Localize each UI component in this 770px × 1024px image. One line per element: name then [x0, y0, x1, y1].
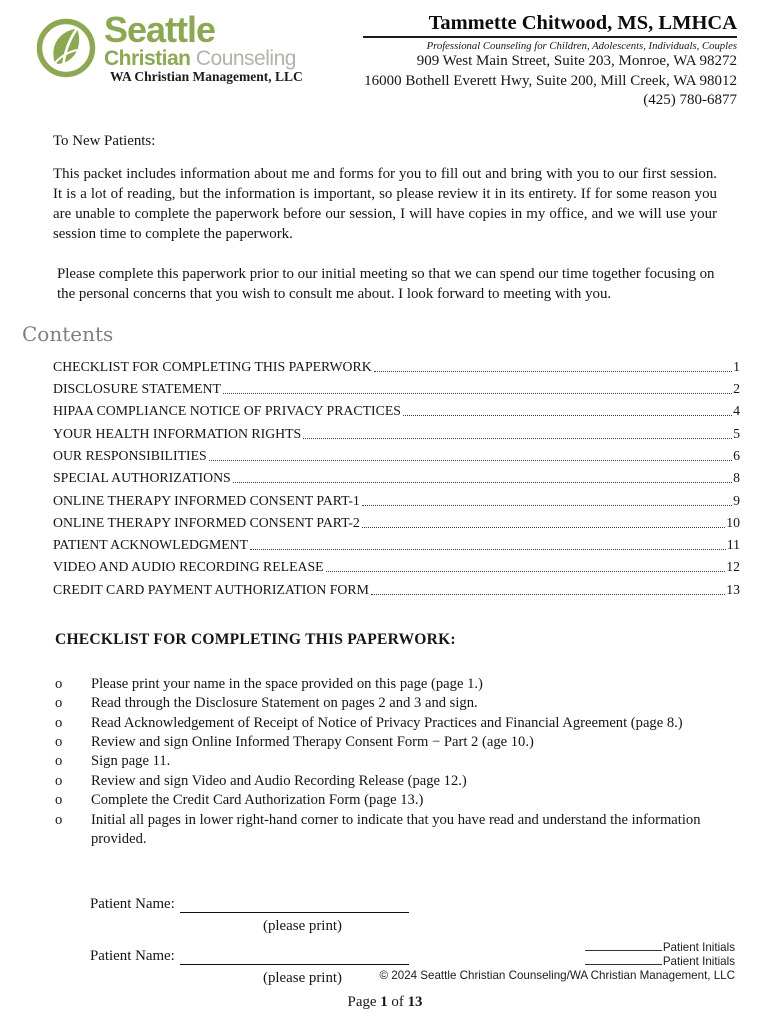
patient-name-block-1: [90, 896, 770, 935]
header: [0, 0, 770, 111]
logo-brand-line2: [104, 48, 303, 69]
checklist-item: [55, 772, 710, 791]
toc-entry-label: OUR RESPONSIBILITIES: [53, 447, 207, 463]
logo-brand-christian: Christian: [104, 47, 191, 70]
provider-info: [363, 12, 737, 111]
checklist-item: [55, 791, 710, 810]
page-word: Page: [347, 994, 377, 1011]
checklist-item-text: Review and sign Video and Audio Recording Release (page 12.): [91, 772, 467, 789]
logo-company-name: WA Christian Management, LLC: [110, 69, 303, 84]
toc-leader-dots: [326, 571, 726, 572]
toc-entry: [53, 486, 740, 508]
checklist-item-text: Initial all pages in lower right-hand corner to indicate that you have read and understand the information provided.: [91, 811, 701, 848]
toc-entry-label: PATIENT ACKNOWLEDGMENT: [53, 537, 249, 553]
toc-leader-dots: [223, 393, 732, 394]
toc-entry-page-number: 9: [733, 492, 740, 508]
toc-entry: [53, 397, 740, 419]
toc-entry-page-number: 11: [726, 537, 740, 553]
checklist-item: [55, 675, 710, 694]
checklist-heading: CHECKLIST FOR COMPLETING THIS PAPERWORK:: [55, 630, 456, 648]
patient-initials-input-line[interactable]: [585, 941, 662, 951]
toc-leader-dots: [250, 549, 726, 550]
copyright-notice: © 2024 Seattle Christian Counseling/WA Christian Management, LLC: [379, 968, 735, 982]
checklist-item: [55, 811, 710, 850]
logo-text: [104, 9, 303, 85]
toc-entry-label: ONLINE THERAPY INFORMED CONSENT PART-1: [53, 492, 360, 508]
provider-phone: (425) 780-6877: [643, 92, 737, 108]
patient-name-input-line[interactable]: [180, 897, 409, 913]
patient-initials-row-2: [380, 955, 735, 968]
toc-entry-label: SPECIAL AUTHORIZATIONS: [53, 470, 231, 486]
logo-brand-seattle: Seattle: [104, 9, 216, 50]
toc-entry-page-number: 10: [726, 514, 740, 530]
checklist-bullet: o: [55, 792, 63, 809]
intro-paragraph-2: Please complete this paperwork prior to our initial meeting so that we can spend our time together focusing on the personal concerns that you wish to consult me about. I look forward to meeting with you.: [57, 265, 715, 302]
checklist-item: [55, 714, 710, 733]
toc-leader-dots: [362, 527, 725, 528]
toc-entry: [53, 442, 740, 464]
checklist-bullet: o: [55, 714, 63, 731]
checklist-bullet: o: [55, 772, 63, 789]
toc-entry: [53, 464, 740, 486]
toc-entry-label: YOUR HEALTH INFORMATION RIGHTS: [53, 425, 302, 441]
checklist-item-text: Read Acknowledgement of Receipt of Notice of Privacy Practices and Financial Agreement (page 8.): [91, 714, 683, 731]
toc-entry-label: VIDEO AND AUDIO RECORDING RELEASE: [53, 559, 324, 575]
checklist: [55, 675, 710, 850]
toc-entry: [53, 531, 740, 553]
toc-list: [53, 353, 740, 598]
toc-leader-dots: [374, 371, 732, 372]
checklist-item: [55, 752, 710, 771]
toc-entry: [53, 375, 740, 397]
toc-leader-dots: [303, 438, 732, 439]
toc-entry-page-number: 6: [733, 447, 740, 463]
provider-name: Tammette Chitwood, MS, LMHCA: [363, 12, 737, 38]
toc-entry: [53, 509, 740, 531]
spacer: [90, 918, 188, 935]
page-indicator: [0, 994, 770, 1011]
salutation: To New Patients:: [53, 132, 156, 149]
company-logo: [34, 9, 303, 85]
checklist-item-text: Review and sign Online Informed Therapy Consent Form − Part 2 (age 10.): [91, 733, 534, 750]
checklist-bullet: o: [55, 675, 63, 692]
patient-name-label: Patient Name:: [90, 948, 175, 965]
toc-entry: [53, 419, 740, 441]
please-print-caption: (please print): [263, 918, 342, 935]
toc-entry: [53, 353, 740, 375]
checklist-item-text: Sign page 11.: [91, 753, 171, 770]
toc-entry-label: HIPAA COMPLIANCE NOTICE OF PRIVACY PRACTICES: [53, 403, 401, 419]
toc-entry-label: ONLINE THERAPY INFORMED CONSENT PART-2: [53, 514, 360, 530]
checklist-item-text: Read through the Disclosure Statement on pages 2 and 3 and sign.: [91, 695, 478, 712]
contents-heading: Contents: [22, 321, 114, 346]
spacer: [90, 970, 188, 987]
intro-paragraph-1: This packet includes information about me and forms for you to fill out and bring with you to our first session. It is a lot of reading, but the information is important, so please review it in its entirety. If for some reason you are unable to complete the paperwork before our session, I will have copies in my office, and we will use your session time to complete the paperwork.: [53, 165, 717, 242]
page-total-number: 13: [407, 994, 423, 1011]
toc-entry-page-number: 2: [733, 381, 740, 397]
toc-entry-page-number: 8: [733, 470, 740, 486]
toc-entry-page-number: 5: [733, 425, 740, 441]
provider-address-2: 16000 Bothell Everett Hwy, Suite 200, Mill Creek, WA 98012: [364, 72, 737, 89]
toc-entry-label: CHECKLIST FOR COMPLETING THIS PAPERWORK: [53, 358, 372, 374]
toc-entry-label: DISCLOSURE STATEMENT: [53, 381, 221, 397]
checklist-item-text: Please print your name in the space provided on this page (page 1.): [91, 675, 483, 692]
toc-entry-page-number: 13: [726, 581, 740, 597]
patient-name-label: Patient Name:: [90, 896, 175, 913]
patient-initials-input-line[interactable]: [585, 955, 662, 965]
toc-entry: [53, 553, 740, 575]
page-footer: [380, 941, 735, 982]
toc-leader-dots: [371, 594, 725, 595]
patient-initials-label: Patient Initials: [662, 941, 735, 955]
checklist-bullet: o: [55, 733, 63, 750]
logo-brand-counseling: Counseling: [190, 47, 296, 70]
provider-tagline: Professional Counseling for Children, Adolescents, Individuals, Couples: [426, 40, 737, 52]
page-current-number: 1: [380, 994, 388, 1011]
patient-initials-row-1: [380, 941, 735, 954]
toc-entry: [53, 575, 740, 597]
toc-leader-dots: [362, 505, 732, 506]
checklist-bullet: o: [55, 753, 63, 770]
checklist-item: [55, 694, 710, 713]
patient-name-input-line[interactable]: [180, 949, 409, 965]
toc-leader-dots: [233, 482, 732, 483]
toc-leader-dots: [209, 460, 732, 461]
toc-entry-label: CREDIT CARD PAYMENT AUTHORIZATION FORM: [53, 581, 369, 597]
toc-entry-page-number: 12: [726, 559, 740, 575]
checklist-bullet: o: [55, 811, 63, 828]
toc-leader-dots: [403, 415, 732, 416]
page-of-word: of: [391, 994, 404, 1011]
leaf-logo-icon: [34, 16, 98, 80]
checklist-item-text: Complete the Credit Card Authorization Form (page 13.): [91, 792, 424, 809]
please-print-caption: (please print): [263, 970, 342, 987]
toc-entry-page-number: 1: [733, 358, 740, 374]
intro-section: [53, 133, 717, 304]
checklist-item: [55, 733, 710, 752]
toc-entry-page-number: 4: [733, 403, 740, 419]
checklist-bullet: o: [55, 695, 63, 712]
patient-initials-label: Patient Initials: [662, 954, 735, 968]
provider-address-1: 909 West Main Street, Suite 203, Monroe, WA 98272: [416, 53, 737, 69]
